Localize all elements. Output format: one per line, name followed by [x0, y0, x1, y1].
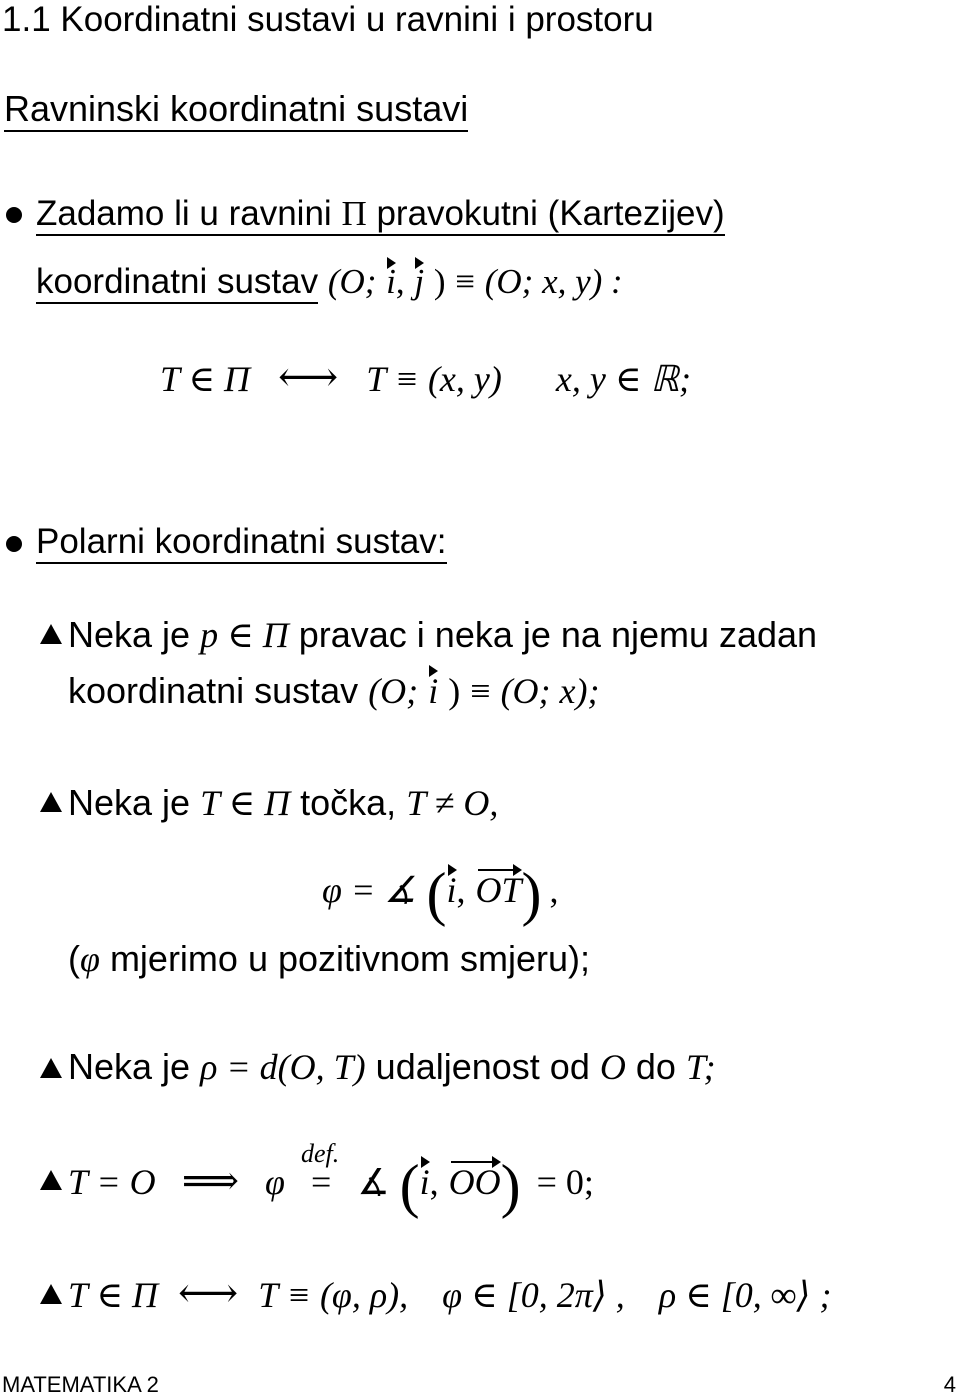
- item1-line2: koordinatni sustav (O; i ) ≡ (O; x);: [68, 670, 600, 711]
- vector-i: i: [419, 1162, 430, 1202]
- vector-ot: OT: [475, 870, 522, 910]
- triangle-bullet-icon: [40, 1284, 62, 1304]
- section-heading: [4, 88, 468, 130]
- bullet2-label: Polarni koordinatni sustav:: [36, 522, 447, 562]
- vector-i: i: [386, 262, 396, 301]
- item2-note: (φ mjerimo u pozitivnom smjeru);: [68, 938, 591, 979]
- def-label: def.: [300, 1139, 340, 1168]
- footer-left: MATEMATIKA 2: [2, 1372, 159, 1397]
- cartesian-formula: T ∈ Π ⟷ T ≡ (x, y) x, y ∈ ℝ;: [160, 355, 692, 401]
- item4-line: T = O ⟹ φ def. = ∡ (i, OO) = 0;: [68, 1139, 594, 1219]
- bullet1-line2-text: koordinatni sustav: [36, 262, 318, 304]
- item5-line: T ∈ Π ⟷ T ≡ (φ, ρ), φ ∈ [0, 2π⟩ , ρ ∈ [0, ∞⟩ ;: [68, 1271, 832, 1317]
- triangle-bullet-icon: [40, 792, 62, 812]
- item2-line1: Neka je T ∈ Π točka, T ≠ O,: [68, 782, 499, 823]
- triangle-bullet-icon: [40, 624, 62, 644]
- bullet-dot-icon: [6, 536, 22, 552]
- angle-formula: φ = ∡ (i, OT) ,: [322, 861, 559, 927]
- bullet1-line2: koordinatni sustav (O; i, j ) ≡ (O; x, y) :: [36, 262, 623, 302]
- page-title: 1.1 Koordinatni sustavi u ravnini i prostoru: [2, 0, 654, 39]
- vector-i: i: [428, 671, 439, 711]
- section-heading-text: Ravninski koordinatni sustavi: [4, 88, 468, 132]
- footer-page-number: 4: [943, 1372, 956, 1397]
- bullet1-text-a: Zadamo li u ravnini Π pravokutni (Kartezijev): [36, 194, 725, 236]
- vector-j: j: [414, 262, 425, 301]
- vector-i: i: [446, 870, 457, 910]
- item1-line1: Neka je p ∈ Π pravac i neka je na njemu zadan: [68, 614, 818, 655]
- item3-line: Neka je ρ = d(O, T) udaljenost od O do T;: [68, 1046, 716, 1087]
- bullet-dot-icon: [6, 207, 22, 223]
- triangle-bullet-icon: [40, 1058, 62, 1078]
- bullet1-line1: [36, 194, 725, 234]
- triangle-bullet-icon: [40, 1170, 62, 1190]
- vector-oo: OO: [448, 1162, 501, 1202]
